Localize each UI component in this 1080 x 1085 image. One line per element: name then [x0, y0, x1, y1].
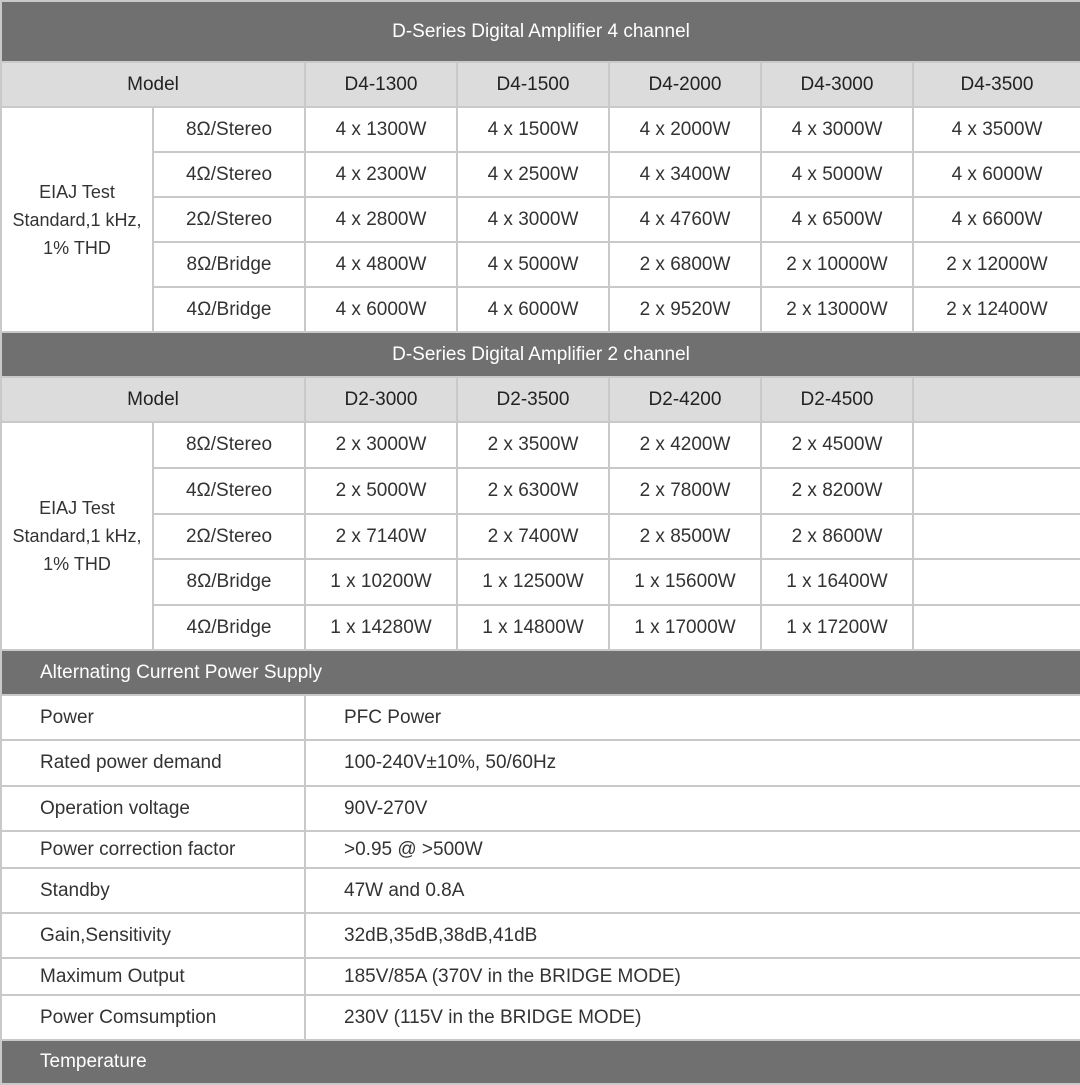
power-value: 1 x 10200W	[305, 559, 457, 605]
model-name: D2-3000	[305, 377, 457, 422]
power-value	[913, 605, 1080, 650]
power-value: 1 x 15600W	[609, 559, 761, 605]
power-value: 1 x 12500W	[457, 559, 609, 605]
power-value: 4 x 1500W	[457, 107, 609, 152]
load-mode: 4Ω/Bridge	[153, 605, 305, 650]
power-value: 2 x 4500W	[761, 422, 913, 468]
load-mode: 2Ω/Stereo	[153, 514, 305, 559]
power-value: 2 x 7400W	[457, 514, 609, 559]
power-value: 4 x 2500W	[457, 152, 609, 197]
load-mode: 4Ω/Stereo	[153, 468, 305, 514]
load-mode: 4Ω/Stereo	[153, 152, 305, 197]
model-row-4ch	[1, 62, 1080, 107]
power-value: 4 x 6000W	[305, 287, 457, 332]
table-row	[1, 422, 1080, 468]
section-title: D-Series Digital Amplifier 2 channel	[1, 332, 1080, 377]
power-value: 2 x 5000W	[305, 468, 457, 514]
spec-label: Operation voltage	[1, 786, 305, 831]
power-value: 2 x 8500W	[609, 514, 761, 559]
power-value: 4 x 6000W	[457, 287, 609, 332]
spec-value: 47W and 0.8A	[305, 868, 1080, 913]
power-value: 2 x 8200W	[761, 468, 913, 514]
table-row	[1, 468, 1080, 514]
load-mode: 2Ω/Stereo	[153, 197, 305, 242]
table-row	[1, 559, 1080, 605]
power-value: 2 x 10000W	[761, 242, 913, 287]
table-row	[1, 514, 1080, 559]
model-name: D4-2000	[609, 62, 761, 107]
power-value: 2 x 6800W	[609, 242, 761, 287]
spec-label: Maximum Output	[1, 958, 305, 995]
power-value: 4 x 3000W	[761, 107, 913, 152]
spec-label: Standby	[1, 868, 305, 913]
spec-value: 230V (115V in the BRIDGE MODE)	[305, 995, 1080, 1040]
model-name: D4-1300	[305, 62, 457, 107]
power-value: 1 x 14800W	[457, 605, 609, 650]
power-value: 1 x 16400W	[761, 559, 913, 605]
power-value: 1 x 17200W	[761, 605, 913, 650]
power-value: 2 x 8600W	[761, 514, 913, 559]
load-mode: 8Ω/Bridge	[153, 242, 305, 287]
spec-value: 185V/85A (370V in the BRIDGE MODE)	[305, 958, 1080, 995]
spec-value: 90V-270V	[305, 786, 1080, 831]
power-value: 2 x 12400W	[913, 287, 1080, 332]
power-value: 2 x 6300W	[457, 468, 609, 514]
power-value: 4 x 5000W	[761, 152, 913, 197]
power-value: 4 x 6000W	[913, 152, 1080, 197]
power-value	[913, 514, 1080, 559]
power-value: 2 x 7140W	[305, 514, 457, 559]
spec-value: 32dB,35dB,38dB,41dB	[305, 913, 1080, 958]
section-header-power-supply	[1, 650, 1080, 695]
power-value: 4 x 6600W	[913, 197, 1080, 242]
table-row	[1, 197, 1080, 242]
spec-row	[1, 995, 1080, 1040]
spec-row	[1, 695, 1080, 740]
spec-value: PFC Power	[305, 695, 1080, 740]
power-value: 2 x 4200W	[609, 422, 761, 468]
power-value: 4 x 4760W	[609, 197, 761, 242]
section-title: Temperature	[1, 1040, 1080, 1084]
spec-label: Power correction factor	[1, 831, 305, 868]
section-header-4ch	[1, 1, 1080, 62]
power-value: 1 x 17000W	[609, 605, 761, 650]
model-row-2ch	[1, 377, 1080, 422]
table-row	[1, 242, 1080, 287]
power-value: 2 x 13000W	[761, 287, 913, 332]
load-mode: 8Ω/Bridge	[153, 559, 305, 605]
spec-row	[1, 913, 1080, 958]
power-value: 1 x 14280W	[305, 605, 457, 650]
model-name: D4-3000	[761, 62, 913, 107]
power-value: 2 x 3500W	[457, 422, 609, 468]
power-value: 2 x 7800W	[609, 468, 761, 514]
spec-label: Power	[1, 695, 305, 740]
model-name	[913, 377, 1080, 422]
model-label: Model	[1, 377, 305, 422]
spec-row	[1, 786, 1080, 831]
power-value	[913, 468, 1080, 514]
section-header-2ch	[1, 332, 1080, 377]
power-value: 4 x 6500W	[761, 197, 913, 242]
section-header-temperature	[1, 1040, 1080, 1084]
load-mode: 8Ω/Stereo	[153, 107, 305, 152]
spec-label: Power Comsumption	[1, 995, 305, 1040]
model-name: D2-3500	[457, 377, 609, 422]
model-label: Model	[1, 62, 305, 107]
model-name: D2-4500	[761, 377, 913, 422]
power-value: 4 x 2000W	[609, 107, 761, 152]
table-row	[1, 152, 1080, 197]
power-value: 4 x 3400W	[609, 152, 761, 197]
model-name: D2-4200	[609, 377, 761, 422]
section-title: D-Series Digital Amplifier 4 channel	[1, 1, 1080, 62]
spec-value: 100-240V±10%, 50/60Hz	[305, 740, 1080, 786]
model-name: D4-3500	[913, 62, 1080, 107]
spec-row	[1, 831, 1080, 868]
power-value	[913, 559, 1080, 605]
power-value: 4 x 5000W	[457, 242, 609, 287]
spec-value: >0.95 @ >500W	[305, 831, 1080, 868]
test-standard-label: EIAJ Test Standard,1 kHz, 1% THD	[1, 107, 153, 332]
test-standard-label: EIAJ Test Standard,1 kHz, 1% THD	[1, 422, 153, 650]
table-row	[1, 107, 1080, 152]
model-name: D4-1500	[457, 62, 609, 107]
power-value: 2 x 3000W	[305, 422, 457, 468]
load-mode: 4Ω/Bridge	[153, 287, 305, 332]
power-value: 4 x 3000W	[457, 197, 609, 242]
power-value: 2 x 12000W	[913, 242, 1080, 287]
spec-row	[1, 868, 1080, 913]
spec-row	[1, 958, 1080, 995]
table-row	[1, 605, 1080, 650]
section-title: Alternating Current Power Supply	[1, 650, 1080, 695]
power-value: 4 x 1300W	[305, 107, 457, 152]
power-value: 4 x 4800W	[305, 242, 457, 287]
spec-label: Rated power demand	[1, 740, 305, 786]
power-value: 4 x 2300W	[305, 152, 457, 197]
table-row	[1, 287, 1080, 332]
power-value: 4 x 3500W	[913, 107, 1080, 152]
power-value	[913, 422, 1080, 468]
load-mode: 8Ω/Stereo	[153, 422, 305, 468]
power-value: 4 x 2800W	[305, 197, 457, 242]
power-value: 2 x 9520W	[609, 287, 761, 332]
spec-row	[1, 740, 1080, 786]
spec-label: Gain,Sensitivity	[1, 913, 305, 958]
